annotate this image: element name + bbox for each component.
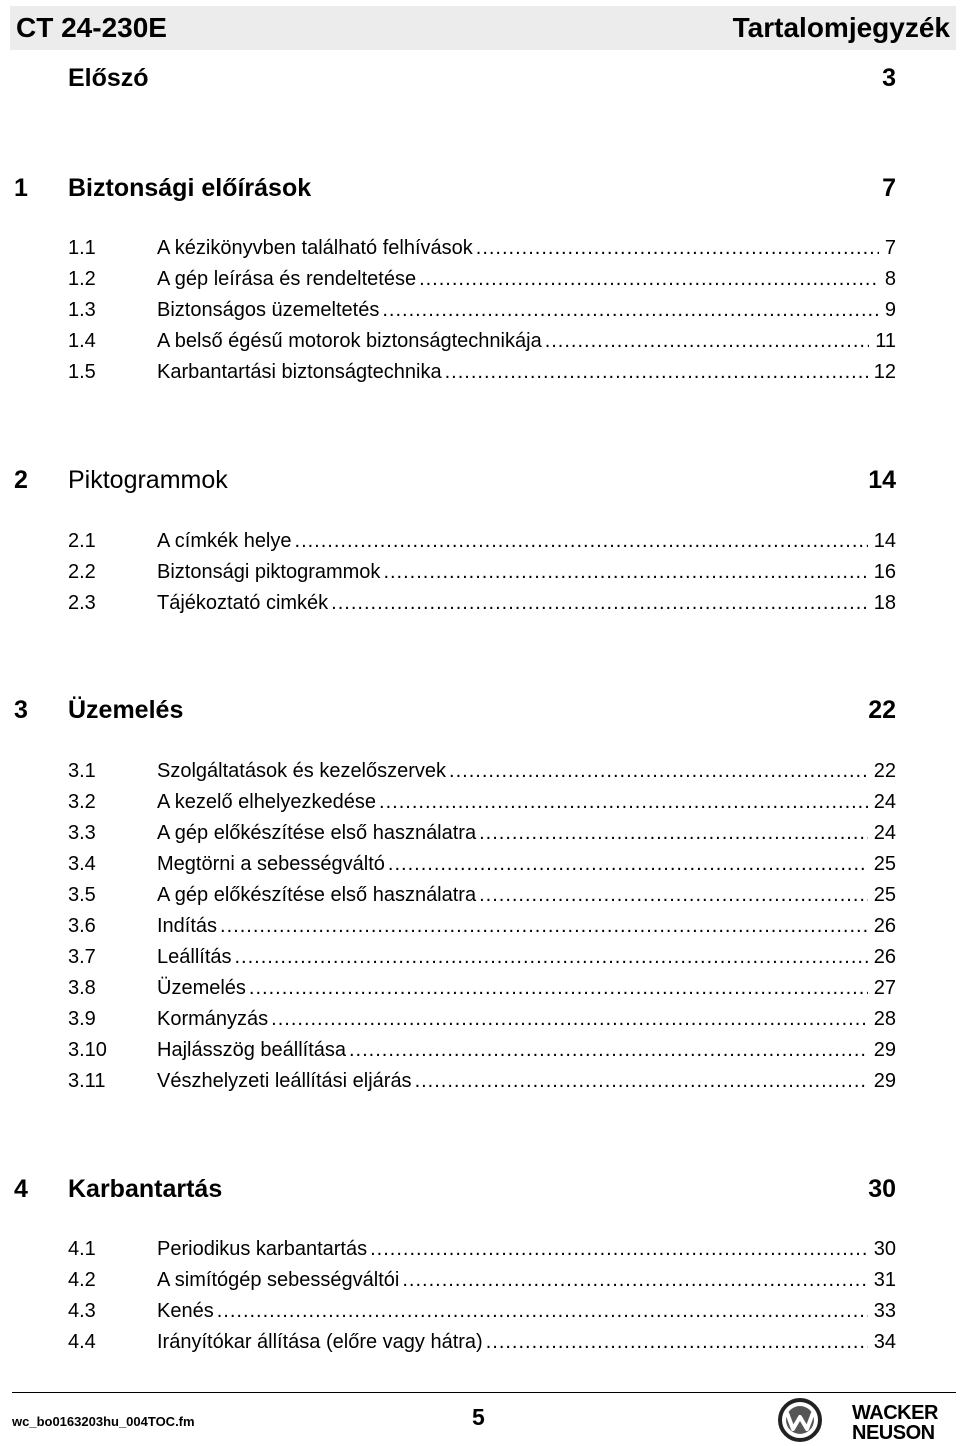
toc-section-1-3[interactable] <box>68 295 896 326</box>
toc-section-1-4[interactable] <box>68 326 896 357</box>
toc-chapter-3[interactable] <box>14 696 896 726</box>
toc-section-1-2[interactable] <box>68 264 896 295</box>
doc-title: Tartalomjegyzék <box>732 12 950 43</box>
section-page: 18 <box>873 592 896 614</box>
section-title: A gép előkészítése első használatra <box>157 884 477 906</box>
section-page: 24 <box>873 822 896 844</box>
section-title: Vészhelyzeti leállítási eljárás <box>157 1070 412 1092</box>
section-title: Irányítókar állítása (előre vagy hátra) <box>157 1331 483 1353</box>
section-number: 3.7 <box>68 946 96 968</box>
section-number: 2.3 <box>68 592 96 614</box>
section-page: 7 <box>884 237 896 259</box>
dot-leader <box>479 880 868 911</box>
toc-section-3-2[interactable] <box>68 787 896 818</box>
section-page: 24 <box>873 791 896 813</box>
dot-leader <box>383 557 867 588</box>
toc-section-3-3[interactable] <box>68 818 896 849</box>
toc-section-4-3[interactable] <box>68 1296 896 1327</box>
section-number: 3.11 <box>68 1070 106 1092</box>
section-number: 3.8 <box>68 977 96 999</box>
chapter-3-sections <box>68 756 896 1097</box>
section-title: A kézikönyvben található felhívások <box>157 237 473 259</box>
footer-divider <box>12 1392 956 1393</box>
toc-chapter-2[interactable] <box>14 466 896 496</box>
section-number: 4.2 <box>68 1269 96 1291</box>
section-page: 31 <box>873 1269 896 1291</box>
chapter-number: 3 <box>14 696 28 724</box>
toc-section-2-2[interactable] <box>68 557 896 588</box>
chapter-title: Piktogrammok <box>68 466 228 494</box>
dot-leader <box>479 818 868 849</box>
section-number: 3.1 <box>68 760 96 782</box>
toc-section-4-4[interactable] <box>68 1327 896 1358</box>
section-page: 14 <box>873 530 896 552</box>
section-title: Leállítás <box>157 946 232 968</box>
footer-filename: wc_bo0163203hu_004TOC.fm <box>12 1414 195 1429</box>
section-page: 8 <box>884 268 896 290</box>
dot-leader <box>382 295 879 326</box>
chapter-1-sections <box>68 233 896 388</box>
section-page: 27 <box>873 977 896 999</box>
section-title: Üzemelés <box>157 977 246 999</box>
dot-leader <box>415 1066 868 1097</box>
section-title: Szolgáltatások és kezelőszervek <box>157 760 447 782</box>
section-title: Hajlásszög beállítása <box>157 1039 346 1061</box>
section-number: 3.9 <box>68 1008 96 1030</box>
page-header <box>10 6 956 50</box>
section-title: A belső égésű motorok biztonságtechnikája <box>157 330 542 352</box>
section-page: 29 <box>873 1070 896 1092</box>
section-title: Kormányzás <box>157 1008 269 1030</box>
section-title: A simítógép sebességváltói <box>157 1269 400 1291</box>
dot-leader <box>379 787 868 818</box>
chapter-title: Biztonsági előírások <box>68 174 312 202</box>
section-number: 1.3 <box>68 299 96 321</box>
toc-section-3-4[interactable] <box>68 849 896 880</box>
chapter-number: 1 <box>14 174 28 202</box>
section-number: 1.4 <box>68 330 96 352</box>
section-page: 25 <box>873 853 896 875</box>
toc-chapter-1[interactable] <box>14 174 896 204</box>
section-title: Periodikus karbantartás <box>157 1238 368 1260</box>
wacker-neuson-logo-icon <box>778 1398 822 1442</box>
section-number: 2.1 <box>68 530 96 552</box>
dot-leader <box>486 1327 868 1358</box>
toc-section-3-5[interactable] <box>68 880 896 911</box>
section-title: Biztonsági piktogrammok <box>157 561 381 583</box>
section-number: 3.3 <box>68 822 96 844</box>
chapter-4-sections <box>68 1234 896 1358</box>
section-number: 3.5 <box>68 884 96 906</box>
section-number: 2.2 <box>68 561 96 583</box>
dot-leader <box>388 849 868 880</box>
chapter-page: 22 <box>868 696 896 724</box>
section-title: Kenés <box>157 1300 214 1322</box>
dot-leader <box>220 911 868 942</box>
section-page: 16 <box>873 561 896 583</box>
dot-leader <box>449 756 868 787</box>
section-page: 26 <box>873 915 896 937</box>
dot-leader <box>402 1265 867 1296</box>
toc-preface[interactable] <box>68 64 896 94</box>
toc-section-3-10[interactable] <box>68 1035 896 1066</box>
dot-leader <box>545 326 870 357</box>
chapter-title: Karbantartás <box>68 1175 223 1203</box>
chapter-page: 7 <box>882 174 896 202</box>
dot-leader <box>271 1004 868 1035</box>
section-number: 3.10 <box>68 1039 107 1061</box>
section-number: 3.6 <box>68 915 96 937</box>
toc-section-4-1[interactable] <box>68 1234 896 1265</box>
section-page: 34 <box>873 1331 896 1353</box>
dot-leader <box>249 973 868 1004</box>
section-page: 22 <box>873 760 896 782</box>
logo-text-neuson: NEUSON <box>852 1422 935 1444</box>
dot-leader <box>349 1035 868 1066</box>
chapter-number: 4 <box>14 1175 28 1203</box>
section-title: Indítás <box>157 915 218 937</box>
chapter-2-sections <box>68 526 896 619</box>
chapter-page: 14 <box>868 466 896 494</box>
section-title: A címkék helye <box>157 530 292 552</box>
section-number: 3.4 <box>68 853 96 875</box>
preface-page: 3 <box>882 64 896 92</box>
section-title: A gép előkészítése első használatra <box>157 822 477 844</box>
toc-section-2-3[interactable] <box>68 588 896 619</box>
dot-leader <box>331 588 868 619</box>
section-number: 1.5 <box>68 361 96 383</box>
toc-section-1-1[interactable] <box>68 233 896 264</box>
section-title: A kezelő elhelyezkedése <box>157 791 377 813</box>
logo-text-wacker: WACKER <box>852 1402 938 1424</box>
chapter-page: 30 <box>868 1175 896 1203</box>
section-page: 12 <box>873 361 896 383</box>
toc-section-3-1[interactable] <box>68 756 896 787</box>
toc-section-3-7[interactable] <box>68 942 896 973</box>
section-number: 4.1 <box>68 1238 96 1260</box>
dot-leader <box>370 1234 868 1265</box>
section-title: Tájékoztató cimkék <box>157 592 329 614</box>
dot-leader <box>445 357 868 388</box>
dot-leader <box>235 942 868 973</box>
toc-section-1-5[interactable] <box>68 357 896 388</box>
section-title: Karbantartási biztonságtechnika <box>157 361 442 383</box>
section-page: 33 <box>873 1300 896 1322</box>
chapter-title: Üzemelés <box>68 696 184 724</box>
toc-section-4-2[interactable] <box>68 1265 896 1296</box>
section-page: 26 <box>873 946 896 968</box>
section-number: 1.2 <box>68 268 96 290</box>
section-page: 30 <box>873 1238 896 1260</box>
toc-section-2-1[interactable] <box>68 526 896 557</box>
section-page: 28 <box>873 1008 896 1030</box>
dot-leader <box>476 233 879 264</box>
toc-section-3-11[interactable] <box>68 1066 896 1097</box>
dot-leader <box>295 526 868 557</box>
section-page: 9 <box>884 299 896 321</box>
toc-section-3-6[interactable] <box>68 911 896 942</box>
model-title: CT 24-230E <box>16 12 167 43</box>
toc-section-3-9[interactable] <box>68 1004 896 1035</box>
toc-chapter-4[interactable] <box>14 1175 896 1205</box>
section-page: 25 <box>873 884 896 906</box>
section-number: 4.4 <box>68 1331 96 1353</box>
section-title: Megtörni a sebességváltó <box>157 853 385 875</box>
dot-leader <box>217 1296 868 1327</box>
preface-title: Előszó <box>68 64 149 92</box>
section-page: 29 <box>873 1039 896 1061</box>
section-page: 11 <box>875 330 896 352</box>
footer-page-number: 5 <box>472 1404 485 1430</box>
section-title: A gép leírása és rendeltetése <box>157 268 417 290</box>
section-number: 4.3 <box>68 1300 96 1322</box>
section-number: 3.2 <box>68 791 96 813</box>
toc-section-3-8[interactable] <box>68 973 896 1004</box>
chapter-number: 2 <box>14 466 28 494</box>
section-title: Biztonságos üzemeltetés <box>157 299 380 321</box>
dot-leader <box>419 264 879 295</box>
section-number: 1.1 <box>68 237 96 259</box>
